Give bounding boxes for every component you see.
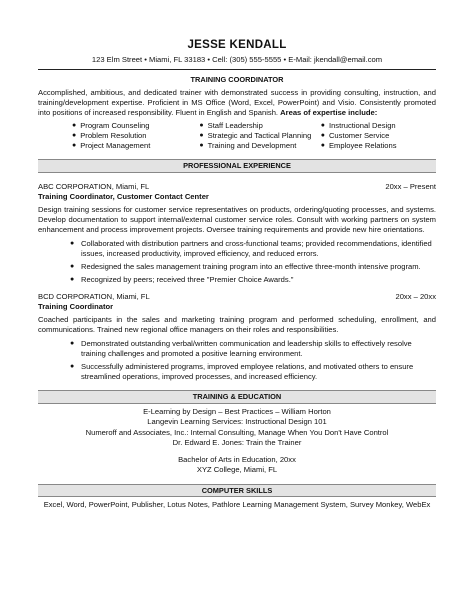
candidate-name: JESSE KENDALL: [187, 39, 287, 51]
school: XYZ College, Miami, FL: [196, 465, 278, 475]
job-role: Training Coordinator: [38, 301, 114, 311]
job-description: Coached participants in the sales and marketing training program and performed scheduling, enrollment, and communications. Trained new regional office managers on their roles and responsibilities.: [38, 314, 436, 334]
list-item: ● Successfully administered programs, improved employee relations, and motivated others to ensure streamlined operations, improved processes, and increased efficiency.: [70, 362, 414, 382]
bullet-icon: ●: [320, 142, 325, 150]
bullet-icon: ●: [199, 132, 204, 140]
list-item: E-Learning by Design – Best Practices – William Horton: [143, 406, 331, 416]
bullet-icon: ●: [199, 122, 204, 130]
bullet-icon: ●: [320, 122, 325, 130]
education-list: [38, 407, 436, 476]
summary-title: TRAINING COORDINATOR: [190, 75, 284, 85]
skill-item: ● Employee Relations: [320, 141, 397, 150]
contact-line: 123 Elm Street • Miami, FL 33183 • Cell: (305) 555-5555 • E-Mail: jkendall@email.com: [38, 55, 436, 70]
list-item: Dr. Edward E. Jones: Train the Trainer: [172, 438, 302, 448]
list-item: ● Demonstrated outstanding verbal/written communication and leadership skills to effectively resolve training challenges and promoted a positive learning environment.: [70, 338, 412, 358]
bullet-icon: ●: [72, 142, 77, 150]
list-item: Numeroff and Associates, Inc.: Internal Consulting, Manage When You Don't Have Control: [85, 427, 389, 437]
list-item: ● Collaborated with distribution partners and cross-functional teams; provided recommendations, identified issues, increased productivity, improved efficiency, and reduced errors.: [70, 238, 432, 258]
skill-item: ● Instructional Design: [320, 121, 396, 130]
degree: Bachelor of Arts in Education, 20xx: [178, 454, 296, 464]
job-bullets: [38, 239, 436, 285]
job-company: ABC CORPORATION, Miami, FL: [38, 181, 150, 191]
skill-item: ● Problem Resolution: [72, 131, 147, 140]
bullet-icon: ●: [70, 275, 75, 283]
skill-item: ● Customer Service: [320, 131, 390, 140]
list-item: ● Recognized by peers; received three "Premier Choice Awards.": [70, 274, 294, 284]
skill-item: ● Project Management: [72, 141, 151, 150]
job-role: Training Coordinator, Customer Contact Center: [38, 191, 209, 201]
job-bullets: [38, 339, 436, 382]
bullet-icon: ●: [72, 122, 77, 130]
bullet-icon: ●: [70, 239, 75, 247]
job-dates: 20xx – 20xx: [395, 291, 436, 301]
bullet-icon: ●: [199, 142, 204, 150]
list-item: ● Redesigned the sales management training program into an effective three-month intensive program.: [70, 261, 421, 271]
bullet-icon: ●: [70, 339, 75, 347]
skill-item: ● Strategic and Tactical Planning: [199, 131, 312, 140]
computer-skills-text: Excel, Word, PowerPoint, Publisher, Lotus Notes, Pathlore Learning Management System, Survey Monkey, WebEx: [43, 500, 431, 510]
skill-item: ● Training and Development: [199, 141, 297, 150]
expertise-label: Areas of expertise include:: [280, 107, 378, 117]
job-dates: 20xx – Present: [385, 181, 436, 191]
bullet-icon: ●: [320, 132, 325, 140]
skills-grid: [38, 121, 436, 151]
list-item: Langevin Learning Services: Instructional Design 101: [147, 417, 327, 427]
skill-item: ● Staff Leadership: [199, 121, 263, 130]
job-company: BCD CORPORATION, Miami, FL: [38, 291, 150, 301]
job-description: Design training sessions for customer service representatives on products, ordering/quoting processes, and systems. Develop documentation to support internal/external customer service roles. Consult with working partners on system enhancement and process improvement projects. Oversee training requirements and provide new hire orientations.: [38, 204, 436, 234]
skill-item: ● Program Counseling: [72, 121, 150, 130]
summary-paragraph: [38, 88, 436, 118]
education-section-title: TRAINING & EDUCATION: [38, 390, 436, 404]
experience-section-title: PROFESSIONAL EXPERIENCE: [38, 159, 436, 173]
bullet-icon: ●: [72, 132, 77, 140]
bullet-icon: ●: [70, 262, 75, 270]
summary-text: Accomplished, ambitious, and dedicated trainer with demonstrated success in providing consulting, instruction, and training/development expertise. Proficient in MS Office (Word, Excel, PowerPoint) and Visio. Consistently promoted into positions of increased responsibility. Fluent in English and Spanish.: [38, 87, 436, 117]
bullet-icon: ●: [70, 363, 75, 370]
job-header: [38, 292, 436, 302]
job-header: [38, 182, 436, 192]
computer-skills-section-title: COMPUTER SKILLS: [38, 484, 436, 498]
